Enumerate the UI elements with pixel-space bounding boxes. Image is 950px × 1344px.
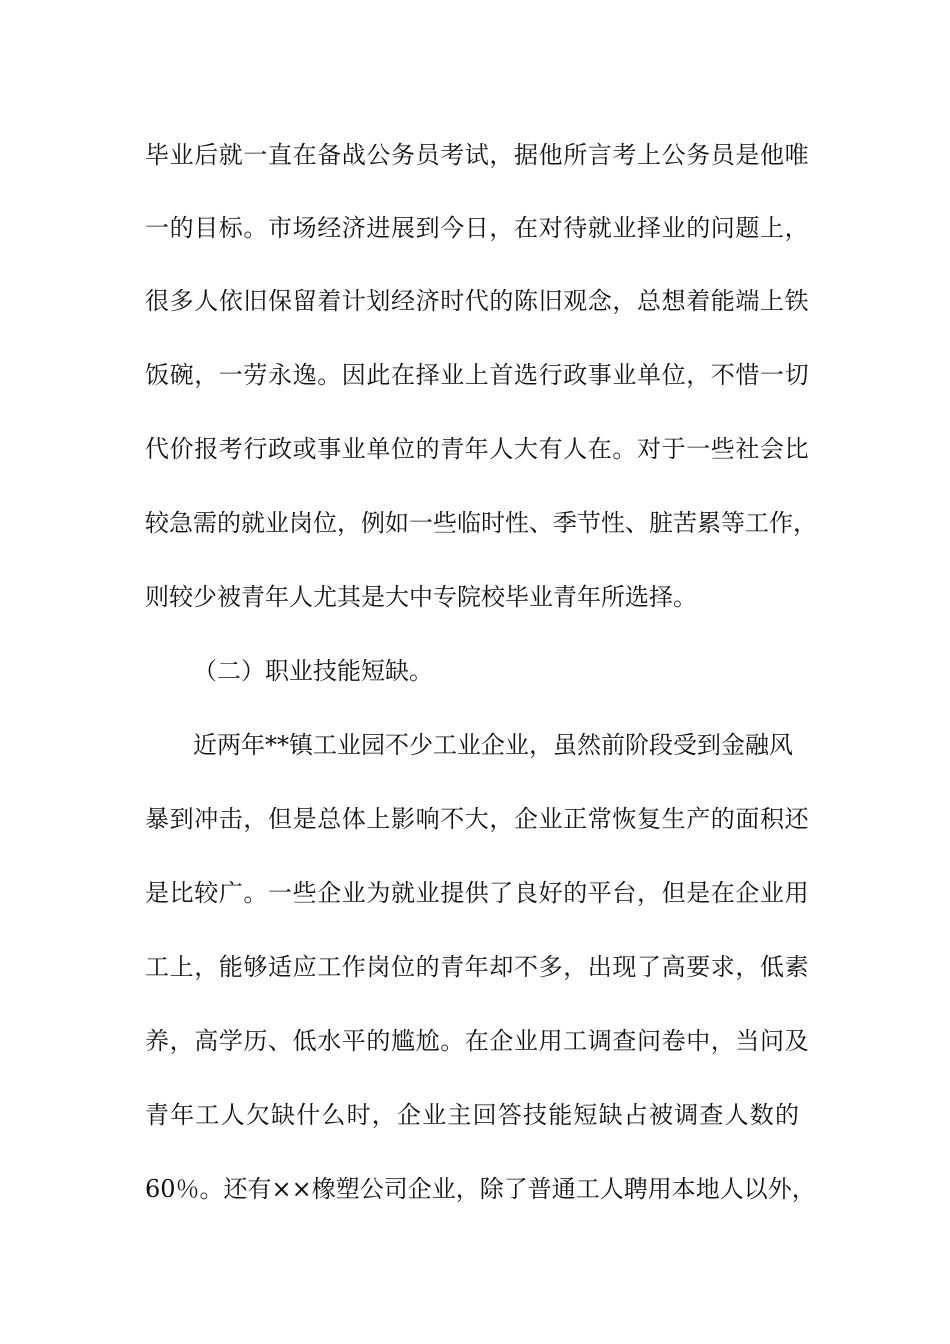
paragraph-line: 青年工人欠缺什么时，企业主回答技能短缺占被调查人数的 bbox=[145, 1101, 801, 1129]
paragraph-line: 是比较广。一些企业为就业提供了良好的平台，但是在企业用 bbox=[145, 879, 810, 907]
section-heading: （二）职业技能短缺。 bbox=[193, 657, 433, 685]
paragraph-line: 则较少被青年人尤其是大中专院校毕业青年所选择。 bbox=[145, 583, 697, 611]
paragraph-line: 工上，能够适应工作岗位的青年却不多，出现了高要求，低素 bbox=[145, 953, 810, 981]
paragraph-line: 很多人依旧保留着计划经济时代的陈旧观念，总想着能端上铁 bbox=[145, 287, 810, 315]
paragraph-line: 养，高学历、低水平的尴尬。在企业用工调查问卷中，当问及 bbox=[145, 1027, 810, 1055]
paragraph-line: 代价报考行政或事业单位的青年人大有人在。对于一些社会比 bbox=[145, 435, 810, 463]
paragraph-line: 毕业后就一直在备战公务员考试，据他所言考上公务员是他唯 bbox=[145, 141, 810, 169]
paragraph-line: 一的目标。市场经济进展到今日，在对待就业择业的问题上， bbox=[145, 214, 810, 242]
paragraph-line: 60％。还有××橡塑公司企业，除了普通工人聘用本地人以外， bbox=[145, 1175, 816, 1203]
paragraph-line: 近两年**镇工业园不少工业企业，虽然前阶段受到金融风 bbox=[193, 731, 793, 759]
paragraph-line: 暴到冲击，但是总体上影响不大，企业正常恢复生产的面积还 bbox=[145, 805, 810, 833]
paragraph-line: 较急需的就业岗位，例如一些临时性、季节性、脏苦累等工作， bbox=[145, 509, 817, 537]
paragraph-line: 饭碗，一劳永逸。因此在择业上首选行政事业单位，不惜一切 bbox=[145, 361, 810, 389]
